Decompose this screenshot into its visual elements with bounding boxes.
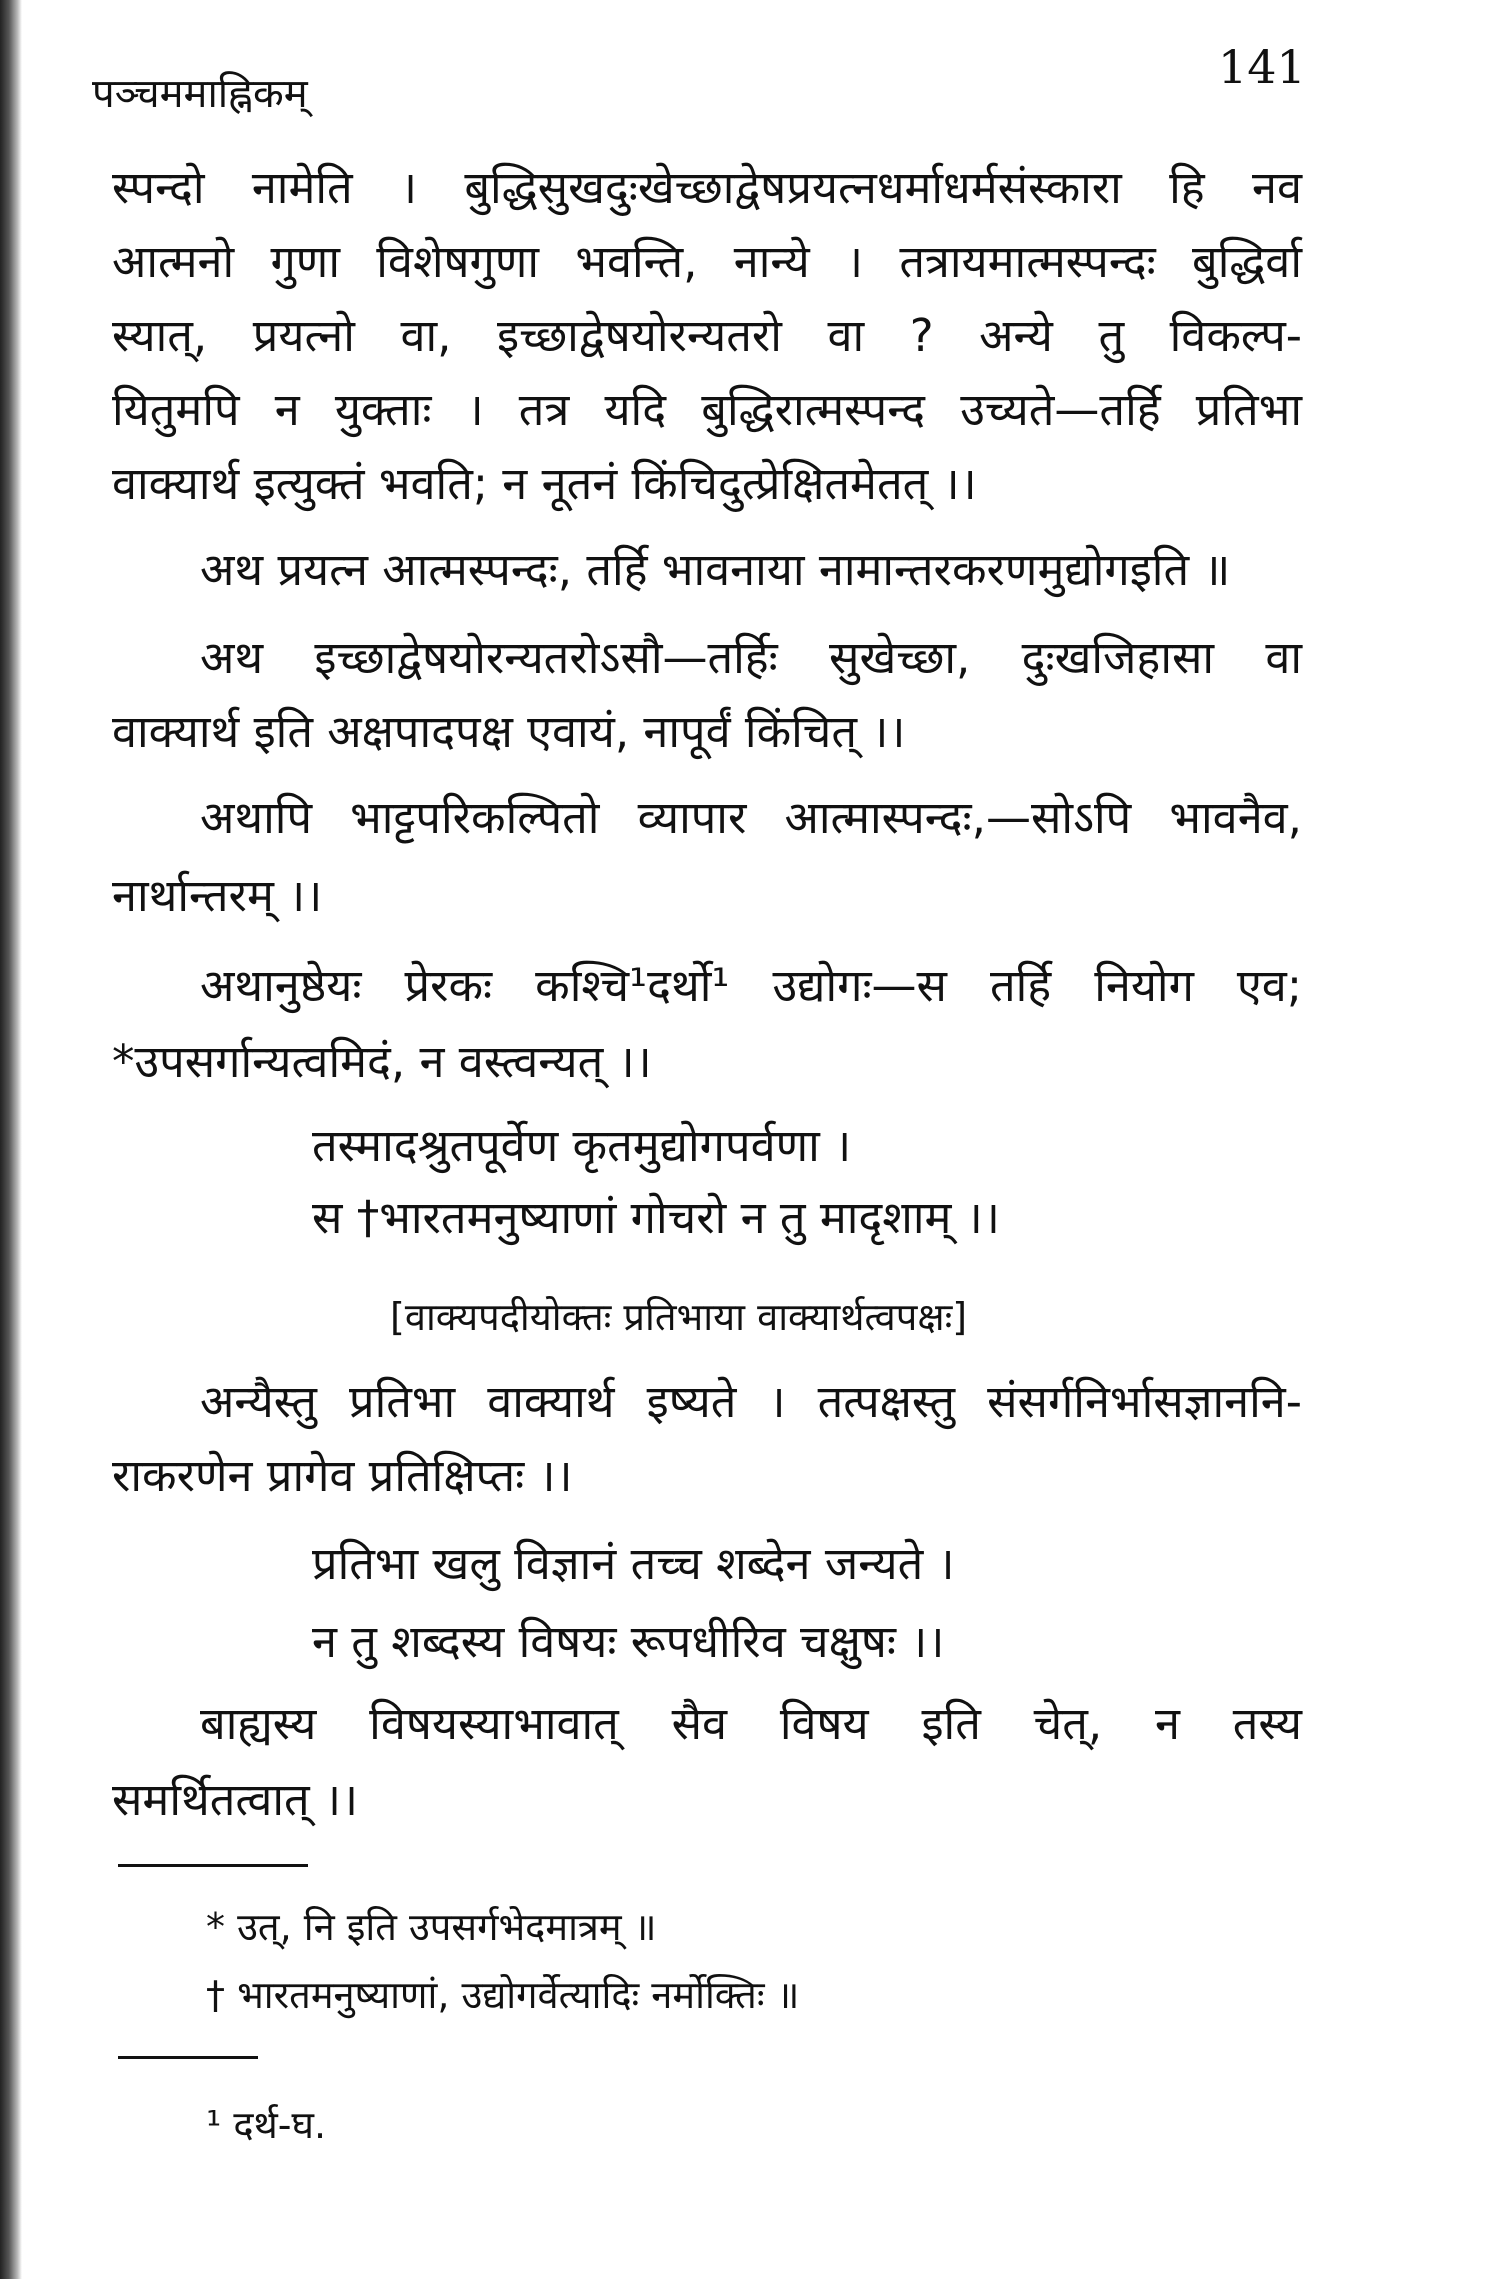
text-line: समर्थितत्वात् ।।: [112, 1773, 359, 1826]
text-line: राकरणेन प्रागेव प्रतिक्षिप्तः ।।: [112, 1449, 573, 1502]
text-line: बाह्यस्य विषयस्याभावात् सैव विषय इति चेत्, न तस्य: [200, 1697, 1302, 1750]
footnote-separator: [118, 1864, 308, 1867]
text-line: *उपसर्गान्यत्वमिदं, न वस्त्वन्यत् ।।: [112, 1035, 652, 1088]
text-line: वाक्यार्थ इत्युक्तं भवति; न नूतनं किंचिदुत्प्रेक्षितमेतत् ।।: [112, 457, 977, 510]
verse-line: प्रतिभा खलु विज्ञानं तच्च शब्देन जन्यते ।: [312, 1537, 955, 1590]
footnote-separator-2: [118, 2056, 258, 2059]
text-line: स्यात्, प्रयत्नो वा, इच्छाद्वेषयोरन्यतरो वा ? अन्ये तु विकल्प-: [112, 309, 1302, 362]
footnote-dagger: † भारतमनुष्याणां, उद्योगर्वेत्यादिः नर्मोक्तिः ॥: [206, 1973, 800, 2017]
text-line: अथापि भाट्टपरिकल्पितो व्यापार आत्मास्पन्दः,—सोऽपि भावनैव,: [200, 791, 1302, 844]
text-line: अथ इच्छाद्वेषयोरन्यतरोऽसौ—तर्हिः सुखेच्छा, दुःखजिहासा वा: [200, 631, 1302, 684]
verse-line: तस्मादश्रुतपूर्वेण कृतमुद्योगपर्वणा ।: [312, 1119, 852, 1172]
text-line: अन्यैस्तु प्रतिभा वाक्यार्थ इष्यते । तत्पक्षस्तु संसर्गनिर्भासज्ञाननि-: [200, 1375, 1302, 1428]
text-line: यितुमपि न युक्ताः । तत्र यदि बुद्धिरात्मस्पन्द उच्यते—तर्हि प्रतिभा: [112, 383, 1302, 436]
text-line: आत्मनो गुणा विशेषगुणा भवन्ति, नान्ये । तत्रायमात्मस्पन्दः बुद्धिर्वा: [112, 235, 1302, 288]
running-title: पञ्चममाह्निकम्: [92, 71, 308, 117]
section-heading: [वाक्यपदीयोक्तः प्रतिभाया वाक्यार्थत्वपक्षः]: [390, 1295, 968, 1339]
page-number: 141: [1218, 40, 1306, 94]
text-line: अथ प्रयत्न आत्मस्पन्दः, तर्हि भावनाया नामान्तरकरणमुद्योगइति ॥: [200, 543, 1231, 596]
text-line: स्पन्दो नामेति । बुद्धिसुखदुःखेच्छाद्वेषप्रयत्नधर्माधर्मसंस्कारा हि नव: [112, 161, 1302, 214]
text-line: अथानुष्ठेयः प्रेरकः कश्चि¹दर्थो¹ उद्योगः—स तर्हि नियोग एव;: [200, 959, 1302, 1012]
text-line: वाक्यार्थ इति अक्षपादपक्ष एवायं, नापूर्वं किंचित् ।।: [112, 705, 906, 758]
footnote-star: * उत्, नि इति उपसर्गभेदमात्रम् ॥: [206, 1905, 657, 1949]
binding-edge: [0, 0, 22, 2279]
footnote-one: ¹ दर्थ-घ.: [206, 2103, 327, 2147]
verse-line: न तु शब्दस्य विषयः रूपधीरिव चक्षुषः ।।: [312, 1615, 945, 1668]
verse-line: स †भारतमनुष्याणां गोचरो न तु मादृशाम् ।।: [312, 1191, 1000, 1244]
text-line: नार्थान्तरम् ।।: [112, 869, 323, 922]
